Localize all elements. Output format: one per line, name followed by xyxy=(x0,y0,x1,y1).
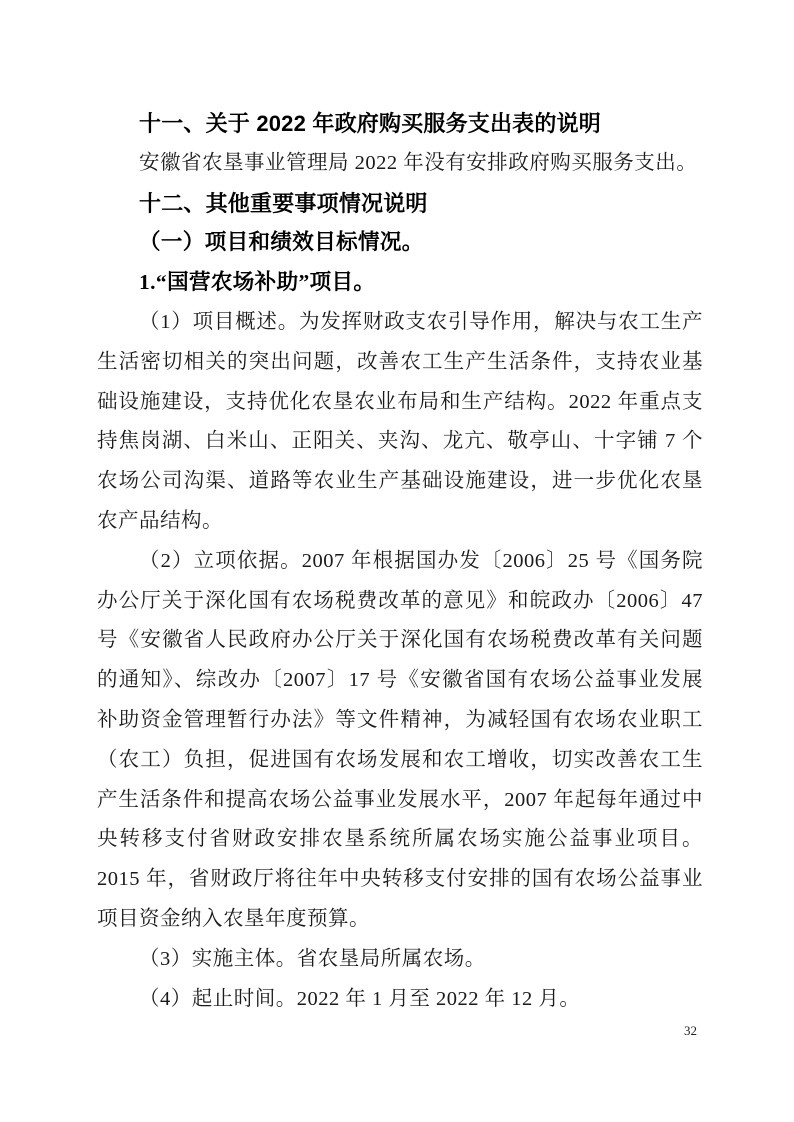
para-implementing-body: （3）实施主体。省农垦局所属农场。 xyxy=(139,947,486,970)
heading-projects-performance: （一）项目和绩效目标情况。 xyxy=(139,230,424,255)
para-basis-line-5: 补助资金管理暂行办法》等文件精神，为减轻国有农场农业职工 xyxy=(97,708,703,731)
para-basis-line-2: 办公厅关于深化国有农场税费改革的意见》和皖政办〔2006〕47 xyxy=(97,589,703,612)
para-time-period: （4）起止时间。2022 年 1 月至 2022 年 12 月。 xyxy=(139,987,581,1010)
para-basis-line-4: 的通知》、综改办〔2007〕17 号《安徽省国有农场公益事业发展 xyxy=(97,669,703,692)
para-basis-line-10: 项目资金纳入农垦年度预算。 xyxy=(97,907,370,930)
page-number: 32 xyxy=(684,1023,697,1038)
para-basis-line-7: 产生活条件和提高农场公益事业发展水平，2007 年起每年通过中 xyxy=(97,788,703,811)
heading-section-12: 十二、其他重要事项情况说明 xyxy=(139,190,428,216)
para-basis-line-8: 央转移支付省财政安排农垦系统所属农场实施公益事业项目。 xyxy=(97,828,703,851)
document-content xyxy=(97,104,703,1019)
para-overview-line-4: 持焦岗湖、白米山、正阳关、夹沟、龙亢、敬亭山、十字铺 7 个 xyxy=(97,430,703,453)
para-overview-line-5: 农场公司沟渠、道路等农业生产基础设施建设，进一步优化农垦 xyxy=(97,470,703,493)
para-basis-line-3: 号《安徽省人民政府办公厅关于深化国有农场税费改革有关问题 xyxy=(97,629,703,652)
heading-section-11: 十一、关于 2022 年政府购买服务支出表的说明 xyxy=(139,111,601,136)
para-overview-line-3: 础设施建设，支持优化农垦农业布局和生产结构。2022 年重点支 xyxy=(97,390,703,413)
para-basis-line-1: （2）立项依据。2007 年根据国办发〔2006〕25 号《国务院 xyxy=(139,549,703,572)
para-basis-line-6: （农工）负担，促进国有农场发展和农工增收，切实改善农工生 xyxy=(97,748,703,771)
heading-project-1: 1.“国营农场补助”项目。 xyxy=(139,270,376,295)
para-no-gov-purchase: 安徽省农垦事业管理局 2022 年没有安排政府购买服务支出。 xyxy=(139,151,698,174)
para-basis-line-9: 2015 年，省财政厅将往年中央转移支付安排的国有农场公益事业 xyxy=(97,868,703,891)
para-overview-line-2: 生活密切相关的突出问题，改善农工生产生活条件，支持农业基 xyxy=(97,350,703,373)
para-overview-line-6: 农产品结构。 xyxy=(97,509,223,532)
para-overview-line-1: （1）项目概述。为发挥财政支农引导作用，解决与农工生产 xyxy=(139,310,703,333)
